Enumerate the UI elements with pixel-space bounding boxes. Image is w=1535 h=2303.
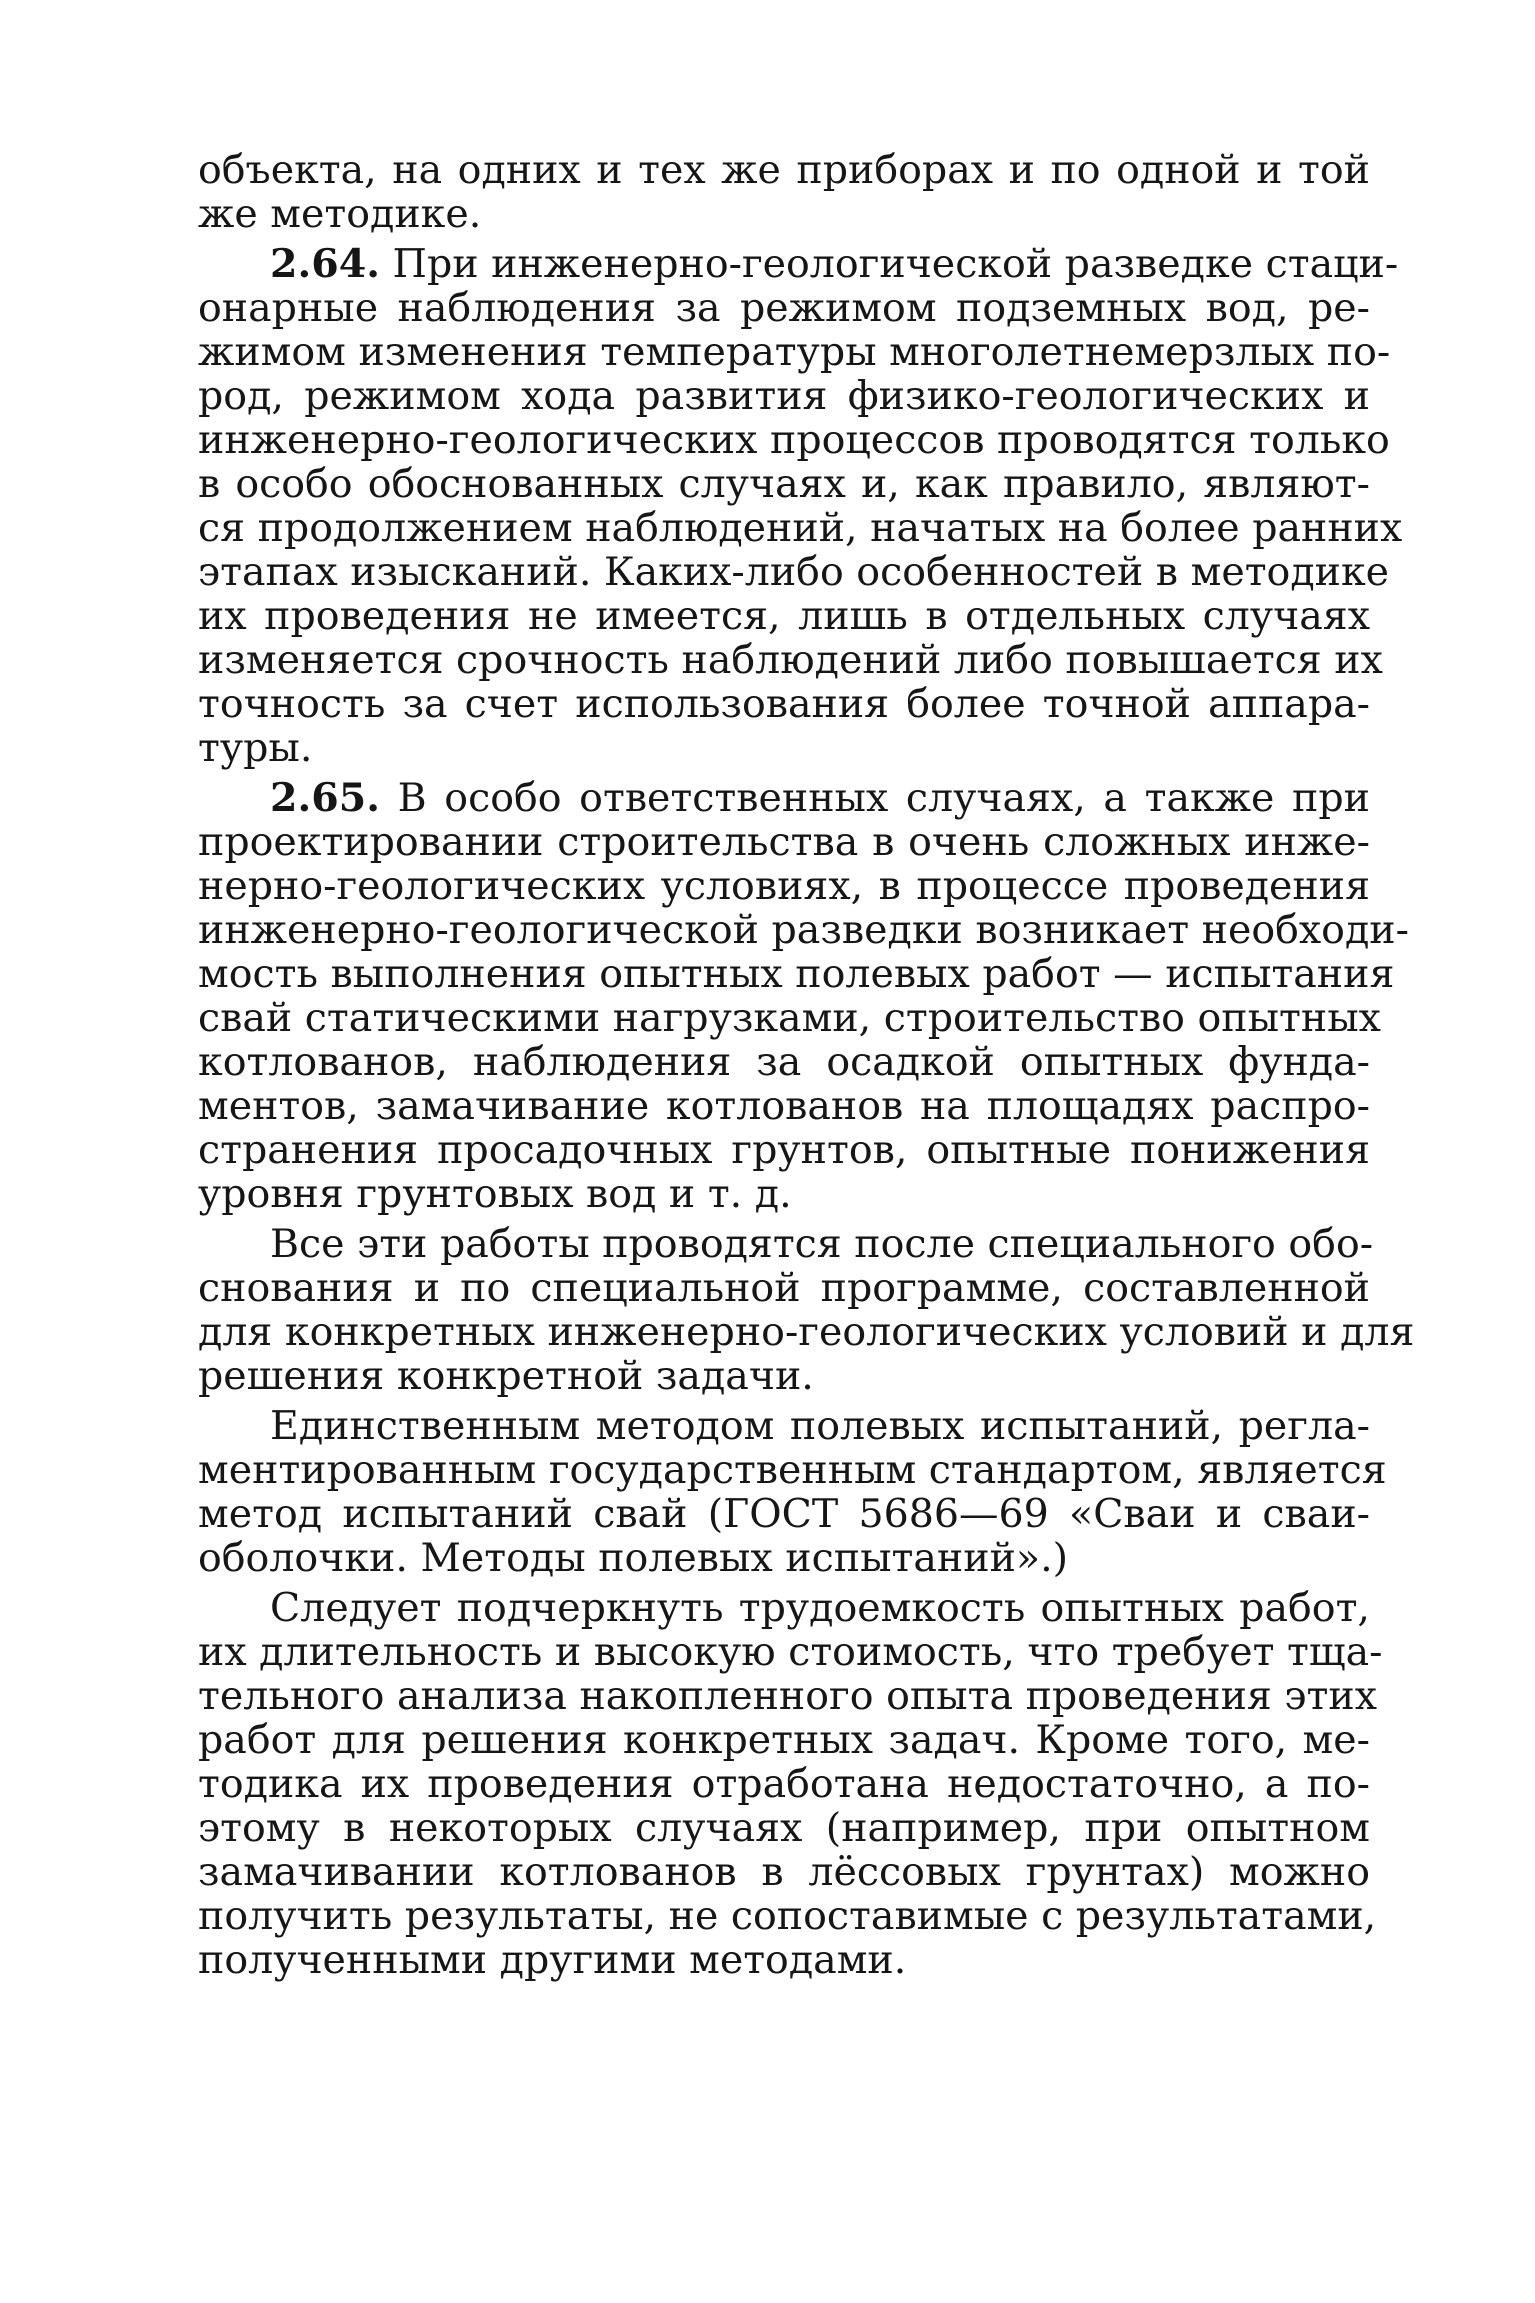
text-line xyxy=(198,241,1399,287)
text-line: точность за счет использования более точной аппара- xyxy=(198,681,1370,727)
text-line: метод испытаний свай (ГОСТ 5686—69 «Сваи и сваи- xyxy=(198,1491,1370,1537)
text-line: решения конкретной задачи. xyxy=(198,1353,814,1399)
text-line: жимом изменения температуры многолетнемерзлых по- xyxy=(198,329,1391,375)
text-line: полученными другими методами. xyxy=(198,1937,907,1983)
text-line: Все эти работы проводятся после специального обо- xyxy=(270,1221,1374,1267)
text-line: ментов, замачивание котлованов на площадях распро- xyxy=(198,1083,1370,1129)
text-line: оболочки. Методы полевых испытаний».) xyxy=(198,1535,1069,1581)
text-line: этому в некоторых случаях (например, при опытном xyxy=(198,1805,1370,1851)
text-line: свай статическими нагрузками, строительство опытных xyxy=(198,995,1381,1041)
text-line: ментированным государственным стандартом, является xyxy=(198,1447,1387,1493)
text-line: котлованов, наблюдения за осадкой опытных фунда- xyxy=(198,1039,1370,1085)
text-fragment: При инженерно-геологической разведке стаци- xyxy=(379,241,1399,287)
text-line: замачивании котлованов в лёссовых грунтах) можно xyxy=(198,1849,1370,1895)
text-line: же методике. xyxy=(198,191,482,237)
text-line: странения просадочных грунтов, опытные понижения xyxy=(198,1127,1370,1173)
text-line: онарные наблюдения за режимом подземных вод, ре- xyxy=(198,285,1370,331)
text-line: работ для решения конкретных задач. Кроме того, ме- xyxy=(198,1717,1370,1763)
text-line: объекта, на одних и тех же приборах и по одной и той xyxy=(198,147,1370,193)
text-line: снования и по специальной программе, составленной xyxy=(198,1265,1370,1311)
text-line: туры. xyxy=(198,725,313,771)
text-line: тельного анализа накопленного опыта проведения этих xyxy=(198,1673,1377,1719)
text-line: их проведения не имеется, лишь в отдельных случаях xyxy=(198,593,1370,639)
text-line: Следует подчеркнуть трудоемкость опытных работ, xyxy=(270,1585,1370,1631)
paragraph xyxy=(198,148,1370,236)
text-line: инженерно-геологических процессов проводятся только xyxy=(198,417,1390,463)
text-line: их длительность и высокую стоимость, что требует тща- xyxy=(198,1629,1383,1675)
text-line: тодика их проведения отработана недостаточно, а по- xyxy=(198,1761,1370,1807)
section-number: 2.64. xyxy=(270,241,380,287)
text-line: проектировании строительства в очень сложных инже- xyxy=(198,819,1370,865)
paragraph xyxy=(198,1585,1383,1983)
text-line: этапах изысканий. Каких-либо особенностей в методике xyxy=(198,549,1390,595)
text-line: Единственным методом полевых испытаний, регла- xyxy=(270,1403,1370,1449)
text-line: изменяется срочность наблюдений либо повышается их xyxy=(198,637,1383,683)
paragraph xyxy=(198,241,1403,771)
text-line: мость выполнения опытных полевых работ — испытания xyxy=(198,951,1395,997)
text-line: инженерно-геологической разведки возникает необходи- xyxy=(198,907,1409,953)
text-line xyxy=(198,776,1370,820)
body-text xyxy=(198,147,1415,1983)
text-line: род, режимом хода развития физико-геологических и xyxy=(198,373,1370,419)
paragraph xyxy=(198,1221,1415,1399)
text-line: для конкретных инженерно-геологических условий и для xyxy=(198,1309,1415,1355)
text-fragment: В особо ответственных случаях, а также при xyxy=(379,775,1370,821)
text-line: получить результаты, не сопоставимые с результатами, xyxy=(198,1893,1377,1939)
paragraph xyxy=(198,775,1409,1217)
text-line: уровня грунтовых вод и т. д. xyxy=(198,1171,792,1217)
text-line: в особо обоснованных случаях и, как правило, являют- xyxy=(198,461,1370,507)
paragraph xyxy=(198,1403,1387,1581)
text-line: нерно-геологических условиях, в процессе проведения xyxy=(198,863,1370,909)
text-line: ся продолжением наблюдений, начатых на более ранних xyxy=(198,505,1403,551)
section-number: 2.65. xyxy=(270,775,380,821)
